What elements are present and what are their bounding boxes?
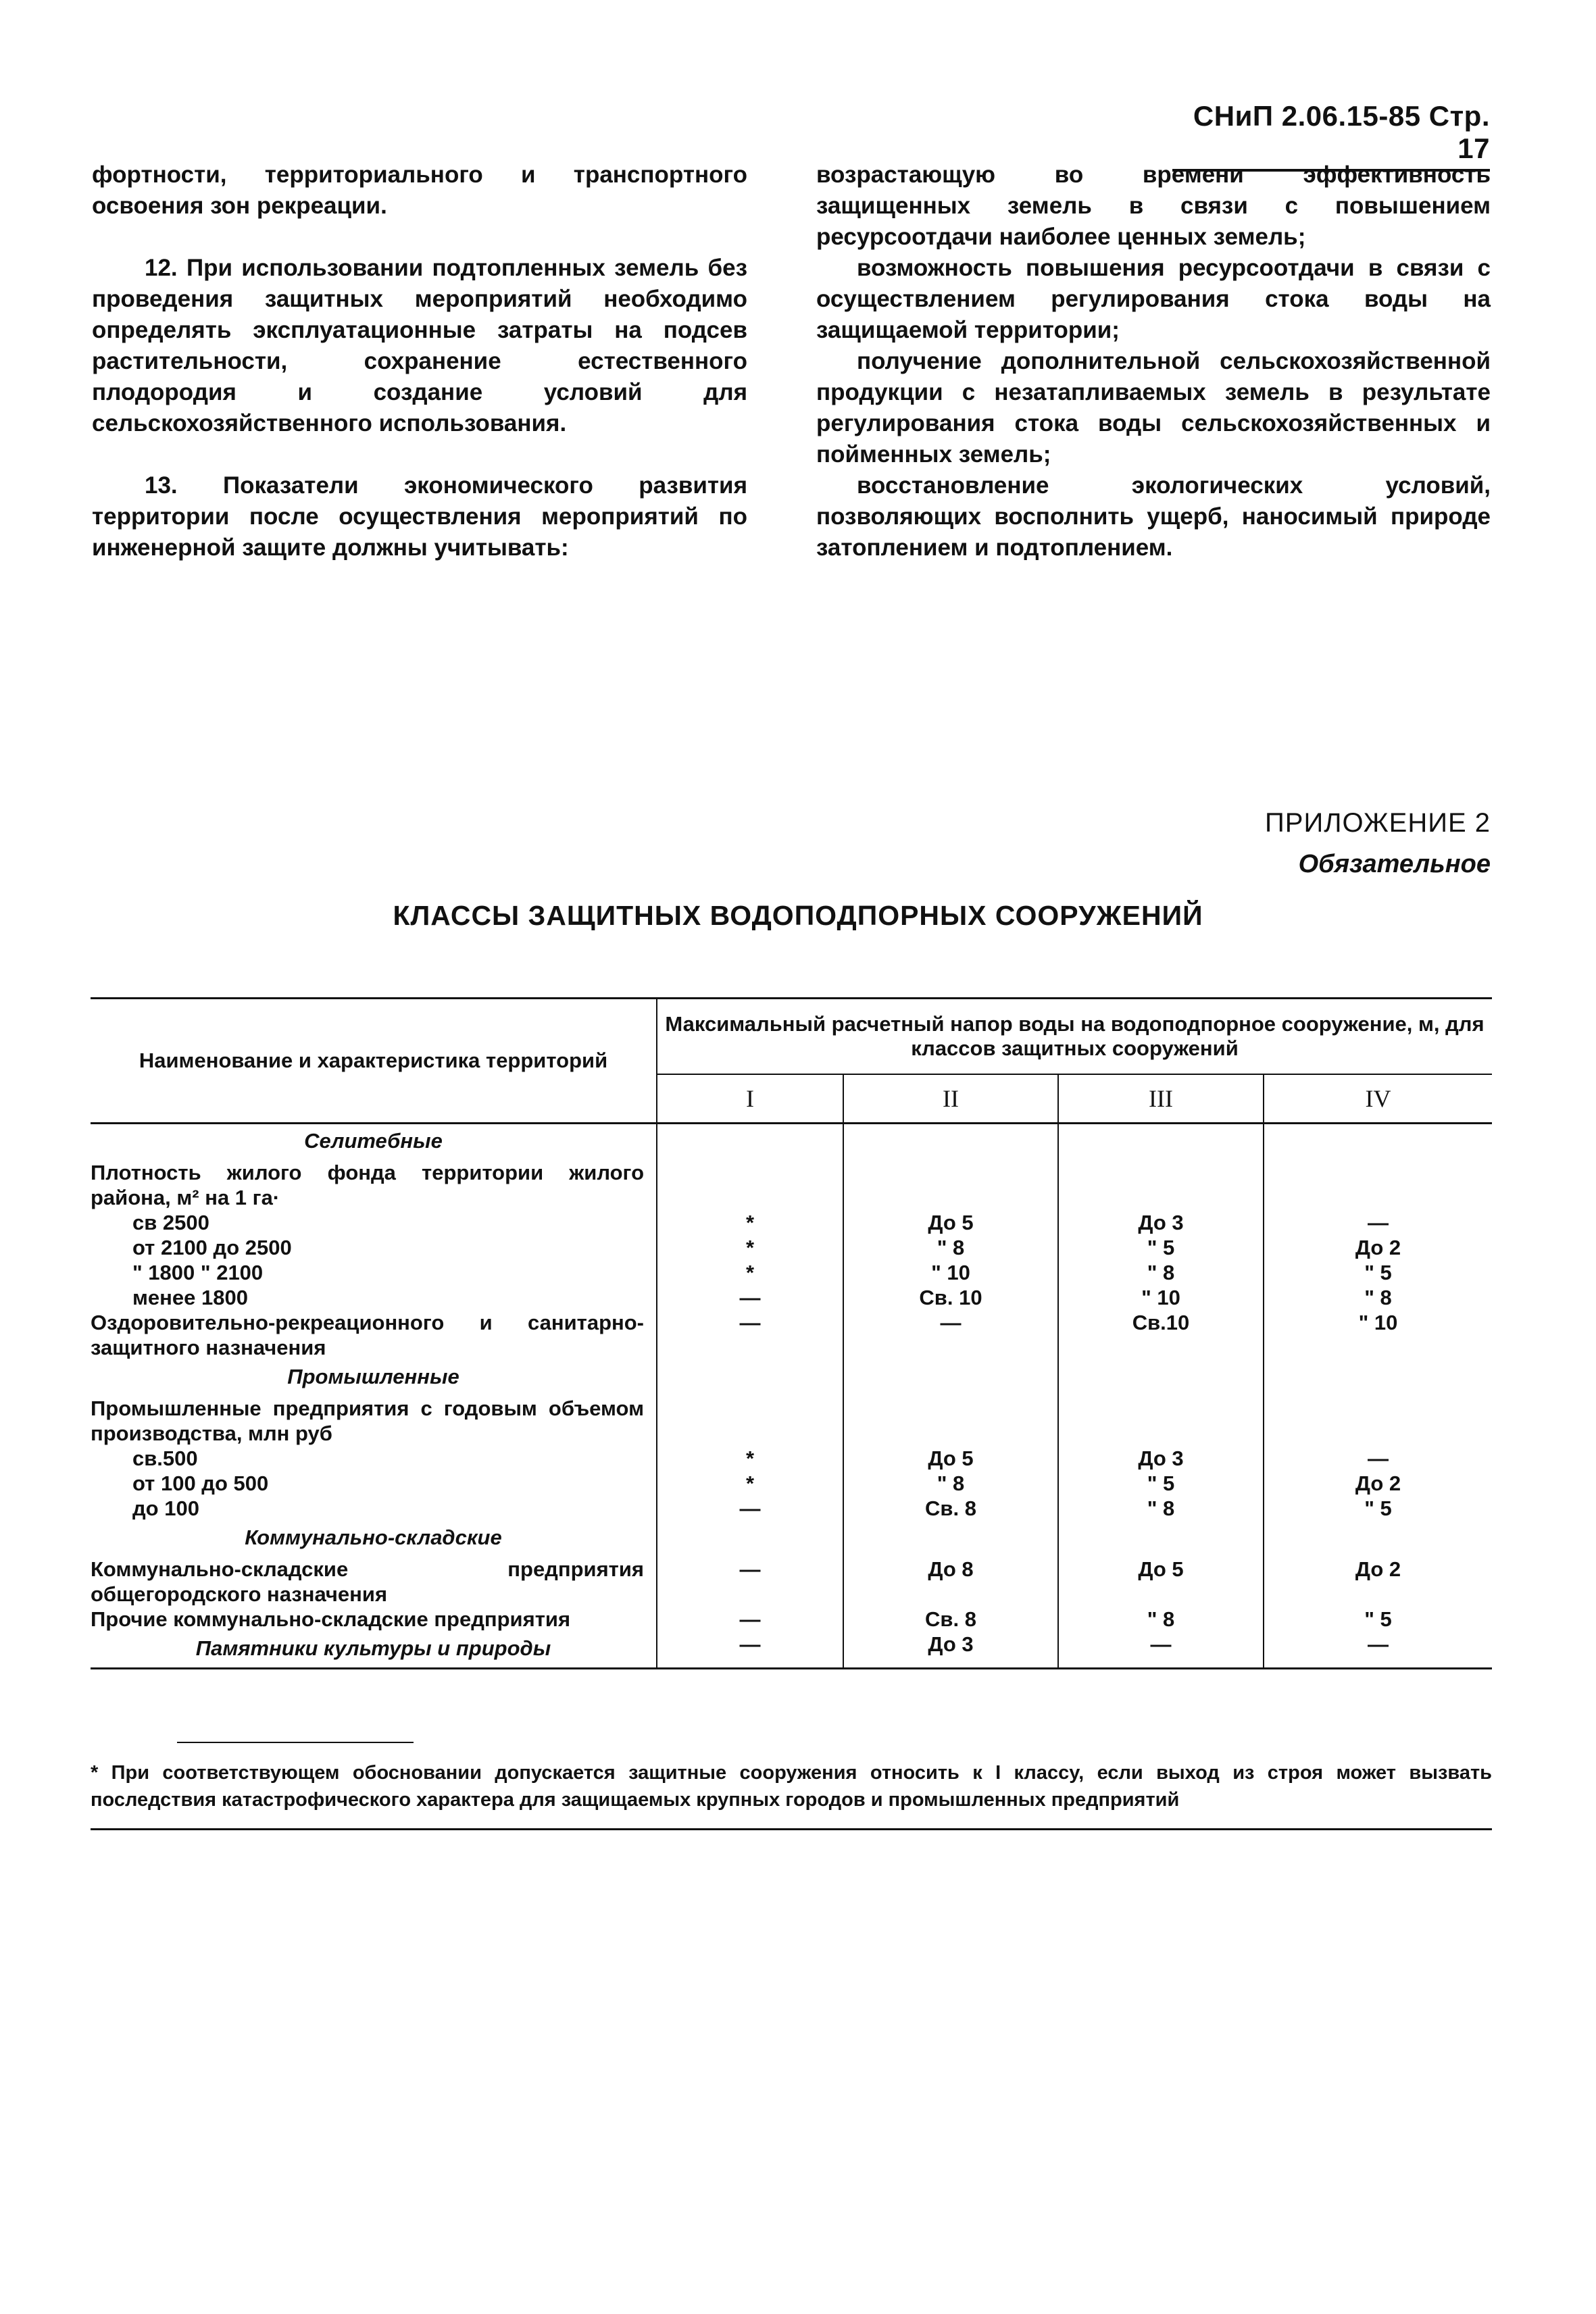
empty-cell	[843, 1360, 1058, 1396]
table-row	[91, 1310, 1492, 1360]
class-value: *	[657, 1446, 843, 1471]
appendix-label: ПРИЛОЖЕНИЕ 2	[1265, 808, 1491, 838]
class-header: I	[657, 1074, 843, 1124]
class-header: II	[843, 1074, 1058, 1124]
header-group: Максимальный расчетный напор воды на водоподпорное сооружение, м, для классов защитных сооружений	[657, 999, 1492, 1075]
class-value: До 2	[1264, 1471, 1492, 1496]
class-value: " 8	[843, 1235, 1058, 1260]
empty-cell	[657, 1521, 843, 1557]
class-value: *	[657, 1471, 843, 1496]
class-value: —	[1058, 1632, 1264, 1669]
paragraph-13: 13. Показатели экономического развития территории после осуществления мероприятий по инженерной защите должны учитывать:	[92, 472, 747, 561]
class-value: —	[843, 1310, 1058, 1360]
class-value: —	[1264, 1446, 1492, 1471]
class-value: —	[657, 1632, 843, 1669]
class-value	[1264, 1160, 1492, 1210]
class-value: До 2	[1264, 1557, 1492, 1607]
table-row	[91, 1521, 1492, 1557]
row-label: Прочие коммунально-складские предприятия	[91, 1607, 571, 1631]
class-value: До 3	[1058, 1210, 1264, 1235]
class-value	[843, 1160, 1058, 1210]
table-row	[91, 1210, 1492, 1235]
header-name: Наименование и характеристика территорий	[139, 1049, 608, 1072]
class-value: —	[657, 1557, 843, 1607]
empty-cell	[843, 1124, 1058, 1161]
table-row	[91, 1496, 1492, 1521]
paragraph: возможность повышения ресурсоотдачи в связи с осуществлением регулирования стока воды на защищаемой территории;	[816, 255, 1491, 343]
class-value: До 5	[843, 1446, 1058, 1471]
table-row	[91, 1260, 1492, 1285]
paragraph: возрастающую во времени эффективность защищенных земель в связи с повышением ресурсоотдачи наиболее ценных земель;	[816, 161, 1491, 250]
table-body	[91, 1124, 1492, 1669]
row-label: от 100 до 500	[132, 1472, 269, 1495]
empty-cell	[1058, 1360, 1264, 1396]
class-header: III	[1058, 1074, 1264, 1124]
appendix-title: КЛАССЫ ЗАЩИТНЫХ ВОДОПОДПОРНЫХ СООРУЖЕНИЙ	[393, 900, 1203, 931]
row-label: св 2500	[132, 1211, 209, 1234]
class-value: " 10	[843, 1260, 1058, 1285]
class-value: —	[657, 1496, 843, 1521]
class-value: Св. 8	[843, 1496, 1058, 1521]
table-row	[91, 1160, 1492, 1210]
left-column	[92, 159, 747, 563]
row-label: Плотность жилого фонда территории жилого района, м² на 1 га·	[91, 1161, 644, 1209]
footnote-separator	[177, 1742, 414, 1743]
class-value: До 3	[843, 1632, 1058, 1669]
class-value: —	[657, 1285, 843, 1310]
class-value: —	[1264, 1632, 1492, 1669]
class-value: —	[657, 1607, 843, 1632]
class-value: " 8	[1058, 1607, 1264, 1632]
bottom-rule	[91, 1828, 1492, 1830]
footnote: * При соответствующем обосновании допускается защитные сооружения относить к I классу, если выход из строя может вызвать последствия катастрофического характера для защищаемых крупных городов и промышленных предприятий	[91, 1762, 1492, 1811]
class-value	[1264, 1396, 1492, 1446]
row-label: Коммунально-складские предприятия общегородского назначения	[91, 1557, 644, 1606]
class-value: Св. 10	[843, 1285, 1058, 1310]
table-row	[91, 1632, 1492, 1669]
table-row	[91, 1557, 1492, 1607]
table-row	[91, 1360, 1492, 1396]
table-row	[91, 1396, 1492, 1446]
class-value	[1058, 1160, 1264, 1210]
class-header: IV	[1264, 1074, 1492, 1124]
row-label: " 1800 " 2100	[132, 1261, 264, 1284]
row-label: Промышленные предприятия с годовым объемом производства, млн руб	[91, 1397, 644, 1445]
class-value	[843, 1396, 1058, 1446]
class-value: " 10	[1264, 1310, 1492, 1360]
class-value: " 8	[1058, 1496, 1264, 1521]
empty-cell	[843, 1521, 1058, 1557]
class-value: " 5	[1058, 1471, 1264, 1496]
empty-cell	[1058, 1521, 1264, 1557]
class-value: Св.10	[1058, 1310, 1264, 1360]
appendix-note: Обязательное	[1298, 850, 1491, 878]
empty-cell	[1264, 1521, 1492, 1557]
category-label: Селитебные	[304, 1129, 443, 1153]
paragraph-12: 12. При использовании подтопленных земель без проведения защитных мероприятий необходимо определять эксплуатационные затраты на подсев растительности, сохранение естественного плодородия и создание условий для сельскохозяйственного использования.	[92, 255, 747, 436]
empty-cell	[1264, 1360, 1492, 1396]
class-value: До 2	[1264, 1235, 1492, 1260]
classes-table	[91, 997, 1492, 1669]
class-value: —	[1264, 1210, 1492, 1235]
table-row	[91, 1446, 1492, 1471]
class-value	[657, 1160, 843, 1210]
class-value: *	[657, 1260, 843, 1285]
class-value: —	[657, 1310, 843, 1360]
class-value: " 5	[1264, 1607, 1492, 1632]
class-value: " 5	[1058, 1235, 1264, 1260]
page-header: СНиП 2.06.15-85 Стр. 17	[1172, 100, 1490, 172]
class-value: " 5	[1264, 1496, 1492, 1521]
class-value: " 8	[1264, 1285, 1492, 1310]
table-row	[91, 1471, 1492, 1496]
empty-cell	[657, 1124, 843, 1161]
row-label: св.500	[132, 1447, 198, 1470]
class-value: " 8	[1058, 1260, 1264, 1285]
row-label: до 100	[132, 1496, 199, 1520]
class-value: До 5	[1058, 1557, 1264, 1607]
row-label: от 2100 до 2500	[132, 1236, 292, 1259]
class-value: До 3	[1058, 1446, 1264, 1471]
table-row	[91, 1607, 1492, 1632]
row-label: менее 1800	[132, 1286, 248, 1309]
row-label: Оздоровительно-рекреационного и санитарно-защитного назначения	[91, 1311, 644, 1359]
category-label: Памятники культуры и природы	[91, 1632, 657, 1669]
class-value: " 10	[1058, 1285, 1264, 1310]
class-value: *	[657, 1210, 843, 1235]
class-value	[1058, 1396, 1264, 1446]
table-row	[91, 1285, 1492, 1310]
class-value	[657, 1396, 843, 1446]
empty-cell	[657, 1360, 843, 1396]
class-value: Св. 8	[843, 1607, 1058, 1632]
class-value: *	[657, 1235, 843, 1260]
class-value: До 5	[843, 1210, 1058, 1235]
category-label: Коммунально-складские	[245, 1526, 502, 1549]
paragraph: получение дополнительной сельскохозяйственной продукции с незатапливаемых земель в результате регулирования стока воды сельскохозяйственных и пойменных земель;	[816, 348, 1491, 468]
table-row	[91, 1235, 1492, 1260]
table-row	[91, 1124, 1492, 1161]
class-value: " 5	[1264, 1260, 1492, 1285]
empty-cell	[1058, 1124, 1264, 1161]
right-column	[816, 159, 1491, 563]
paragraph: восстановление экологических условий, позволяющих восполнить ущерб, наносимый природе затоплением и подтоплением.	[816, 472, 1491, 561]
class-value: " 8	[843, 1471, 1058, 1496]
empty-cell	[1264, 1124, 1492, 1161]
paragraph: фортности, территориального и транспортного освоения зон рекреации.	[92, 161, 747, 219]
category-label: Промышленные	[287, 1365, 459, 1388]
class-value: До 8	[843, 1557, 1058, 1607]
